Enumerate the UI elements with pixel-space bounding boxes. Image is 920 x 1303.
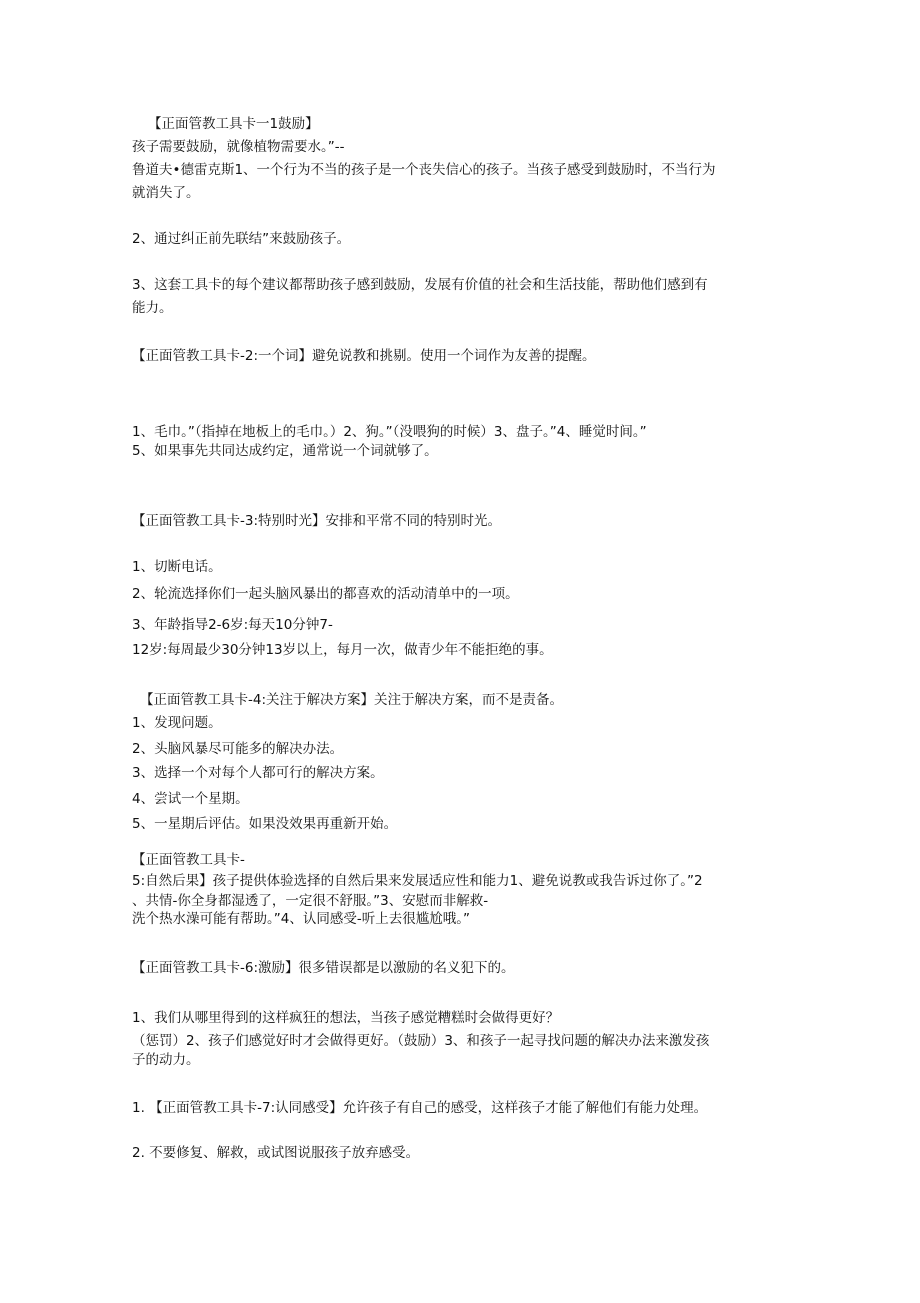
card-7-item-2: 2. 不要修复、解救，或试图说服孩子放弃感受。 [132,1145,420,1161]
card-1-heading: 【正面管教工具卡一1鼓励】 [148,116,319,132]
paragraph-line: 子的动力。 [132,1052,200,1068]
list-item: 3、选择一个对每个人都可行的解决方案。 [132,765,384,781]
paragraph-line: （惩罚）2、孩子们感觉好时才会做得更好。（鼓励）3、和孩子一起寻找问题的解决办法来激发孩 [132,1033,710,1049]
paragraph-line: 就消失了。 [132,185,200,201]
card-6-heading: 【正面管教工具卡-6:激励】很多错误都是以激励的名义犯下的。 [132,960,515,976]
card-4-heading: 【正面管教工具卡-4:关注于解决方案】关注于解决方案，而不是责备。 [140,692,564,708]
paragraph-line: 能力。 [132,300,173,316]
paragraph-line: 2、通过纠正前先联结”来鼓励孩子。 [132,231,351,247]
paragraph-line: 、共情-你全身都湿透了，一定很不舒服。”3、安慰而非解救- [132,893,489,909]
paragraph-line: 鲁道夫•德雷克斯1、一个行为不当的孩子是一个丧失信心的孩子。当孩子感受到鼓励时，不当行为 [132,162,716,178]
list-item: 3、年龄指导2-6岁:每天10分钟7- [132,617,333,633]
list-item: 4、尝试一个星期。 [132,791,249,807]
list-item: 2、头脑风暴尽可能多的解决办法。 [132,741,344,757]
card-3-heading: 【正面管教工具卡-3:特别时光】安排和平常不同的特别时光。 [132,513,502,529]
paragraph-line: 孩子需要鼓励，就像植物需要水。”-- [132,139,345,155]
paragraph-line: 5:自然后果】孩子提供体验选择的自然后果来发展适应性和能力1、避免说教或我告诉过你了。”2 [132,873,703,889]
card-5-heading: 【正面管教工具卡- [132,852,245,868]
list-item: 5、一星期后评估。如果没效果再重新开始。 [132,816,398,832]
list-item: 12岁:每周最少30分钟13岁以上，每月一次，做青少年不能拒绝的事。 [132,642,553,658]
card-7-item-1: 1. 【正面管教工具卡-7:认同感受】允许孩子有自己的感受，这样孩子才能了解他们有能力处理。 [132,1100,708,1116]
list-item: 2、轮流选择你们一起头脑风暴出的都喜欢的活动清单中的一项。 [132,586,519,602]
list-item: 1、发现问题。 [132,715,222,731]
paragraph-line: 5、如果事先共同达成约定，通常说一个词就够了。 [132,443,438,459]
paragraph-line: 1、我们从哪里得到的这样疯狂的想法，当孩子感觉糟糕时会做得更好？ [132,1010,560,1026]
paragraph-line: 洗个热水澡可能有帮助。”4、认同感受-听上去很尴尬哦。” [132,911,470,927]
list-item: 1、切断电话。 [132,559,222,575]
card-2-heading: 【正面管教工具卡-2:一个词】避免说教和挑剔。使用一个词作为友善的提醒。 [132,348,596,364]
paragraph-line: 3、这套工具卡的每个建议都帮助孩子感到鼓励，发展有价值的社会和生活技能，帮助他们感到有 [132,277,708,293]
paragraph-line: 1、毛巾。”（指掉在地板上的毛巾。）2、狗。”（没喂狗的时候）3、盘子。”4、睡觉时间。” [132,424,647,440]
